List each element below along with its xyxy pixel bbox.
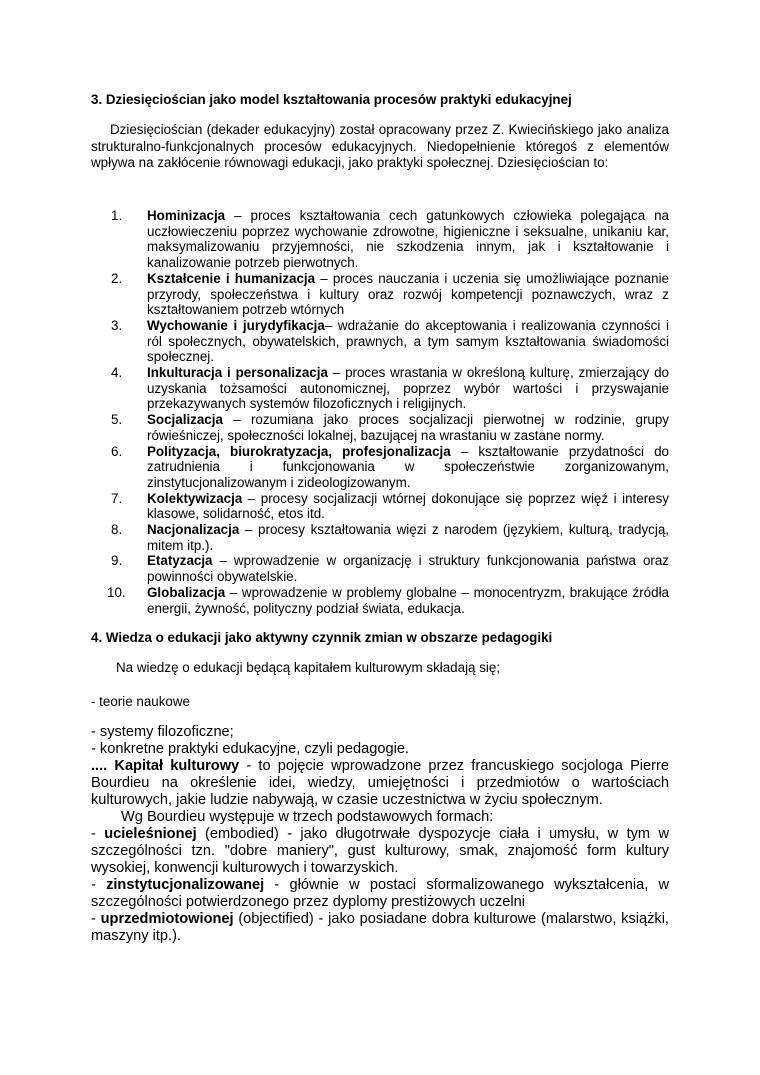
- capital-form: - zinstytucjonalizowanej - głównie w postaci sformalizowanego wykształcenia, w szczególności potwierdzonego przez dyplomy prestiżowych uczelni: [91, 877, 669, 910]
- list-item-term: Etatyzacja: [147, 553, 213, 569]
- list-item: 6. Polityzacja, biurokratyzacja, profesjonalizacja – kształtowanie przydatności do zatrudnienia i funkcjonowania w społeczeństwie zorganizowanym, zinstytucjonalizowanym i zideologizowanym.: [111, 443, 669, 490]
- section-3-intro: Dziesięciościan (dekader edukacyjny) został opracowany przez Z. Kwiecińskiego jako analiza strukturalno-funkcjonalnych procesów edukacyjnych. Niedopełnienie któregoś z elementów wpływa na zakłócenie równowagi edukacji, jako praktyki społecznej. Dziesięciościan to:: [91, 122, 669, 171]
- cultural-capital-definition: .... Kapitał kulturowy - to pojęcie wprowadzone przez francuskiego socjologa Pierre Bourdieu na określenie idei, wiedzy, umiejętności i przedmiotów o wartościach kulturowych, jakie ludzie nabywają, w czasie uczestnictwa w życiu społecznym.: [91, 758, 669, 808]
- capital-form: - ucieleśnionej (embodied) - jako długotrwałe dyspozycje ciała i umysłu, w tym w szczególności tzn. "dobre maniery", gust kulturowy, smak, znajomość form kultury wysokiej, konwencji kulturowych i towarzyskich.: [91, 826, 669, 876]
- capital-form-term: zinstytucjonalizowanej: [106, 877, 265, 893]
- knowledge-item: - konkretne praktyki edukacyjne, czyli pedagogie.: [91, 741, 409, 757]
- list-item-term: Wychowanie i jurydyfikacja: [147, 317, 325, 333]
- capital-form-term: uprzedmiotowionej: [100, 911, 234, 927]
- list-item-term: Kształcenie i humanizacja: [147, 270, 316, 286]
- list-item: 9. Etatyzacja – wprowadzenie w organizację i struktury funkcjonowania państwa oraz powinności obywatelskie.: [111, 553, 669, 585]
- list-item: 4. Inkulturacja i personalizacja – proces wrastania w określoną kulturę, zmierzający do uzyskania tożsamości autonomicznej, poprzez wybór wartości i przyswajanie przekazywanych systemów filozoficznych i religijnych.: [111, 365, 669, 412]
- capital-form-term: ucieleśnionej: [104, 826, 197, 842]
- list-item-term: Globalizacja: [147, 584, 226, 600]
- list-item-term: Kolektywizacja: [147, 490, 243, 506]
- cultural-capital-term: .... Kapitał kulturowy: [91, 758, 240, 774]
- section-3-heading: 3. Dziesięciościan jako model kształtowania procesów praktyki edukacyjnej: [91, 92, 572, 107]
- list-item: 3. Wychowanie i jurydyfikacja– wdrażanie do akceptowania i realizowania czynności i ról społecznych, obywatelskich, prawnych, a tym samym kształtowania świadomości społecznej.: [111, 317, 669, 365]
- section-4-heading: 4. Wiedza o edukacji jako aktywny czynnik zmian w obszarze pedagogiki: [91, 630, 553, 645]
- dziesieciosciam-list: [91, 208, 669, 616]
- forms-intro: Wg Bourdieu występuje w trzech podstawowych formach:: [121, 809, 494, 825]
- list-item-term: Inkulturacja i personalizacja: [147, 365, 328, 381]
- list-item-term: Nacjonalizacja: [147, 522, 240, 538]
- list-item: 8. Nacjonalizacja – procesy kształtowania więzi z narodem (językiem, kulturą, tradycją, mitem itp.).: [111, 522, 669, 553]
- list-item-term: Hominizacja: [147, 208, 226, 223]
- capital-form: - uprzedmiotowionej (objectified) - jako posiadane dobra kulturowe (malarstwo, książki, maszyny itp.).: [91, 911, 669, 944]
- list-item-term: Socjalizacja: [147, 412, 223, 428]
- list-item: 1. Hominizacja – proces kształtowania cech gatunkowych człowieka polegająca na uczłowieczeniu poprzez wychowanie zdrowotne, higieniczne i seksualne, unikaniu kar, maksymalizowaniu przyjemności, nie szkodzenia innym, jak i kształtowanie i kanalizowanie potrzeb pierwotnych.: [111, 208, 669, 271]
- list-item: 10. Globalizacja – wprowadzenie w problemy globalne – monocentryzm, brakujące źródła energii, żywność, polityczny podział świata, edukacja.: [107, 584, 669, 616]
- list-item: 2. Kształcenie i humanizacja – proces nauczania i uczenia się umożliwiające poznanie przyrody, społeczeństwa i kultury oraz rozwój kompetencji poznawczych, wraz z kształtowaniem potrzeb wtórnych: [111, 270, 669, 318]
- list-item: 5. Socjalizacja – rozumiana jako proces socjalizacji pierwotnej w rodzinie, grupy rówieśniczej, społeczności lokalnej, bazującej na wrastaniu w zastane normy.: [111, 412, 669, 443]
- section-4-intro: Na wiedzę o edukacji będącą kapitałem kulturowym składają się;: [116, 660, 501, 675]
- knowledge-item: - teorie naukowe: [91, 694, 190, 709]
- list-item: 7. Kolektywizacja – procesy socjalizacji wtórnej dokonujące się poprzez więź i interesy klasowe, solidarność, etos itd.: [111, 490, 669, 522]
- list-item-term: Polityzacja, biurokratyzacja, profesjonalizacja: [147, 443, 451, 459]
- knowledge-item: - systemy filozoficzne;: [91, 724, 234, 740]
